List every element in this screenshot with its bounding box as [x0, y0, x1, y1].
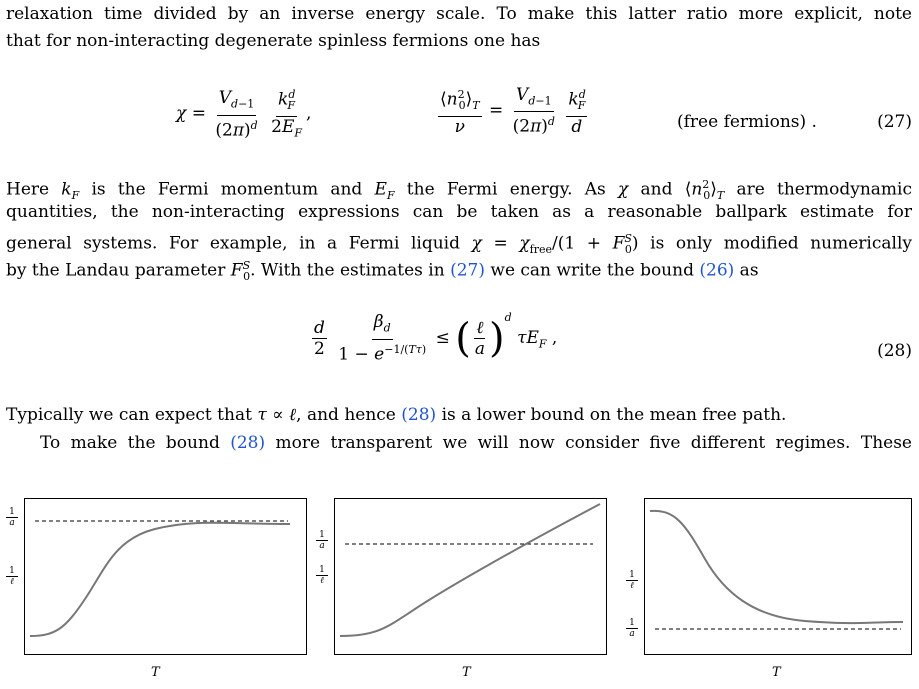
curve	[30, 523, 290, 636]
equation-link[interactable]: (28)	[230, 433, 266, 453]
equation-link[interactable]: (27)	[450, 260, 485, 281]
text-line: Here $k_F$ is the Fermi momentum and $E_F$ the Fermi energy. As χ and $⟨n^2_0⟩_T$ are thermodynamic	[6, 178, 912, 203]
text-line: quantities, the non-interacting expressions can be taken as a reasonable ballpark estimate for	[6, 202, 912, 222]
text-line: relaxation time divided by an inverse energy scale. To make this latter ratio more explicit, note	[6, 4, 912, 24]
figure-ylabel-top: 1 a	[316, 530, 328, 551]
text-line: Typically we can expect that τ ∝ ℓ, and hence (28) is a lower bound on the mean free path.	[6, 405, 787, 425]
plot-area	[645, 499, 913, 656]
curve	[650, 511, 903, 623]
text-line: To make the bound (28) more transparent we will now consider five different regimes. These	[40, 433, 912, 453]
figure-ylabel-top: 1 ℓ	[626, 570, 638, 591]
equation-link[interactable]: (28)	[401, 405, 437, 425]
equation-note: (free fermions) .	[677, 112, 817, 132]
x-axis-label: T	[772, 665, 781, 680]
figure-ylabel-mid: 1 a	[626, 618, 638, 639]
curve	[340, 504, 600, 636]
equation-number: (27)	[877, 112, 912, 132]
equation-link[interactable]: (26)	[699, 260, 735, 281]
x-axis-label: T	[151, 665, 160, 680]
figure-panel-2	[334, 498, 607, 655]
x-axis-label: T	[462, 665, 471, 680]
text-line: by the Landau parameter $F^S_0$. With the estimates in (27) we can write the bound (26) as	[6, 259, 759, 284]
figure-ylabel-denominator: a	[9, 518, 15, 528]
figure-ylabel-mid: 1 ℓ	[316, 565, 328, 586]
text-line: general systems. For example, in a Fermi liquid $\chi = \chi_{free}/(1 + F^S_0)$ is only modified numerically	[6, 232, 913, 257]
plot-area	[25, 499, 308, 656]
figure-ylabel-mid: 1 ℓ	[6, 566, 18, 587]
text-line: that for non-interacting degenerate spinless fermions one has	[6, 31, 541, 51]
figure-panel-1	[24, 498, 307, 655]
plot-area	[335, 499, 608, 656]
figure-ylabel-top: 1 a	[6, 507, 18, 528]
equation-number: (28)	[877, 341, 912, 361]
figure-panel-3	[644, 498, 912, 655]
